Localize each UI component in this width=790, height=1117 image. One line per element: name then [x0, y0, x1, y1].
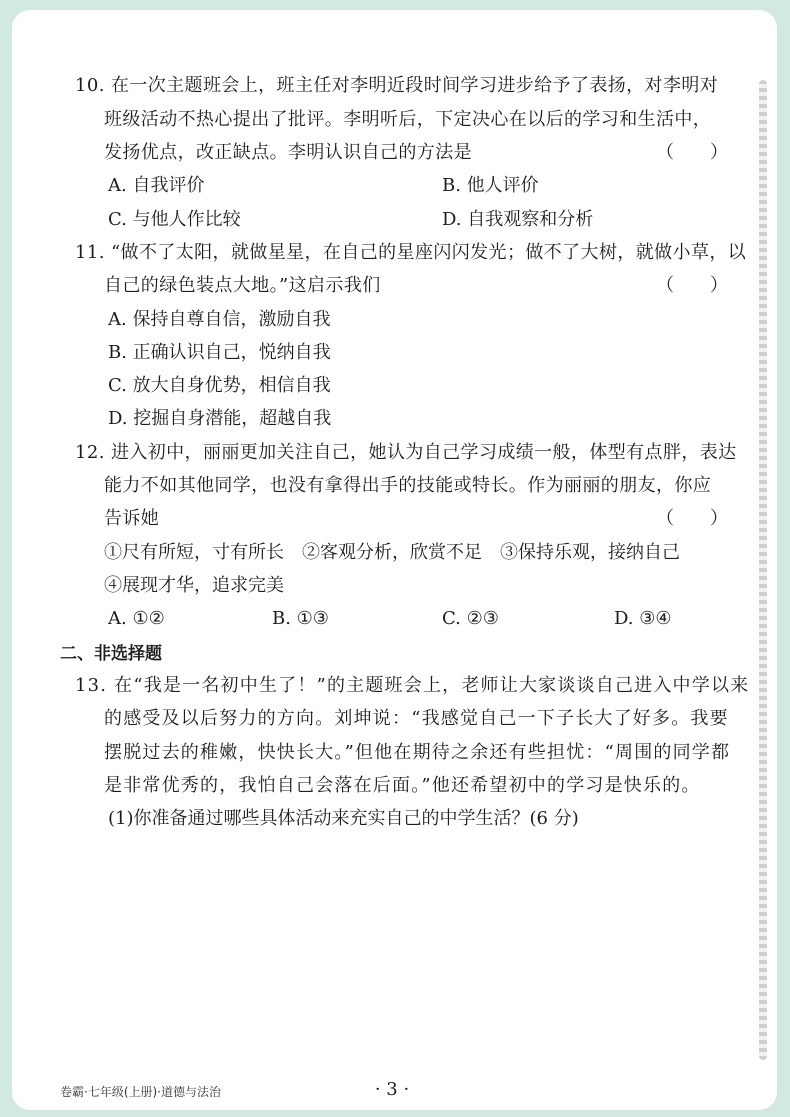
q12-option-a: A. ①② [108, 608, 165, 629]
q12-option-c: C. ②③ [442, 608, 499, 629]
q12-line-1: 12. 进入初中，丽丽更加关注自己，她认为自己学习成绩一般，体型有点胖，表达 [75, 442, 737, 463]
page-number: · 3 · [374, 1079, 410, 1100]
paper-sheet [12, 10, 777, 1110]
page-content [12, 10, 777, 1110]
q11-option-d: D. 挖掘自身潜能，超越自我 [108, 408, 332, 429]
q13-line-2: 的感受及以后努力的方向。刘坤说：“我感觉自己一下子长大了好多。我要 [104, 708, 729, 729]
q12-answer-bracket: （ ） [656, 508, 728, 529]
q13-line-4: 是非常优秀的，我怕自己会落在后面。”他还希望初中的学习是快乐的。 [104, 775, 701, 796]
q12-line-3: 告诉她 [104, 508, 160, 529]
q11-line-2: 自己的绿色装点大地。”这启示我们 [104, 275, 381, 296]
q11-line-1: 11. “做不了太阳，就做星星，在自己的星座闪闪发光；做不了大树，就做小草，以 [75, 242, 747, 263]
q10-line-1: 10. 在一次主题班会上，班主任对李明近段时间学习进步给予了表扬，对李明对 [75, 75, 719, 96]
q11-option-c: C. 放大自身优势，相信自我 [108, 375, 331, 396]
q13-line-1: 13. 在“我是一名初中生了！”的主题班会上，老师让大家谈谈自己进入中学以来 [75, 675, 750, 696]
footer-book-info: 卷霸·七年级(上册)·道德与法治 [60, 1085, 221, 1099]
q10-line-2: 班级活动不热心提出了批评。李明听后，下定决心在以后的学习和生活中， [104, 109, 712, 130]
q13-sub-question-1: (1)你准备通过哪些具体活动来充实自己的中学生活？(6 分) [108, 808, 579, 829]
section-heading: 二、非选择题 [60, 644, 162, 664]
q11-answer-bracket: （ ） [656, 275, 728, 296]
q11-option-a: A. 保持自尊自信，激励自我 [108, 309, 331, 330]
q12-line-2: 能力不如其他同学，也没有拿得出手的技能或特长。作为丽丽的朋友，你应 [104, 475, 712, 496]
q10-answer-bracket: （ ） [656, 142, 728, 163]
q10-line-3: 发扬优点，改正缺点。李明认识自己的方法是 [104, 142, 472, 163]
q12-statements-line-2: ④展现才华，追求完美 [104, 575, 284, 596]
q12-option-d: D. ③④ [614, 608, 672, 629]
q10-option-b: B. 他人评价 [442, 175, 539, 196]
q10-option-a: A. 自我评价 [108, 175, 205, 196]
q10-option-c: C. 与他人作比较 [108, 209, 241, 230]
q13-line-3: 摆脱过去的稚嫩，快快长大。”但他在期待之余还有些担忧：“周围的同学都 [104, 742, 731, 763]
q10-option-d: D. 自我观察和分析 [442, 209, 594, 230]
q12-statements-line-1: ①尺有所短，寸有所长 ②客观分析，欣赏不足 ③保持乐观，接纳自己 [104, 542, 680, 563]
q12-option-b: B. ①③ [272, 608, 329, 629]
q11-option-b: B. 正确认识自己，悦纳自我 [108, 342, 331, 363]
